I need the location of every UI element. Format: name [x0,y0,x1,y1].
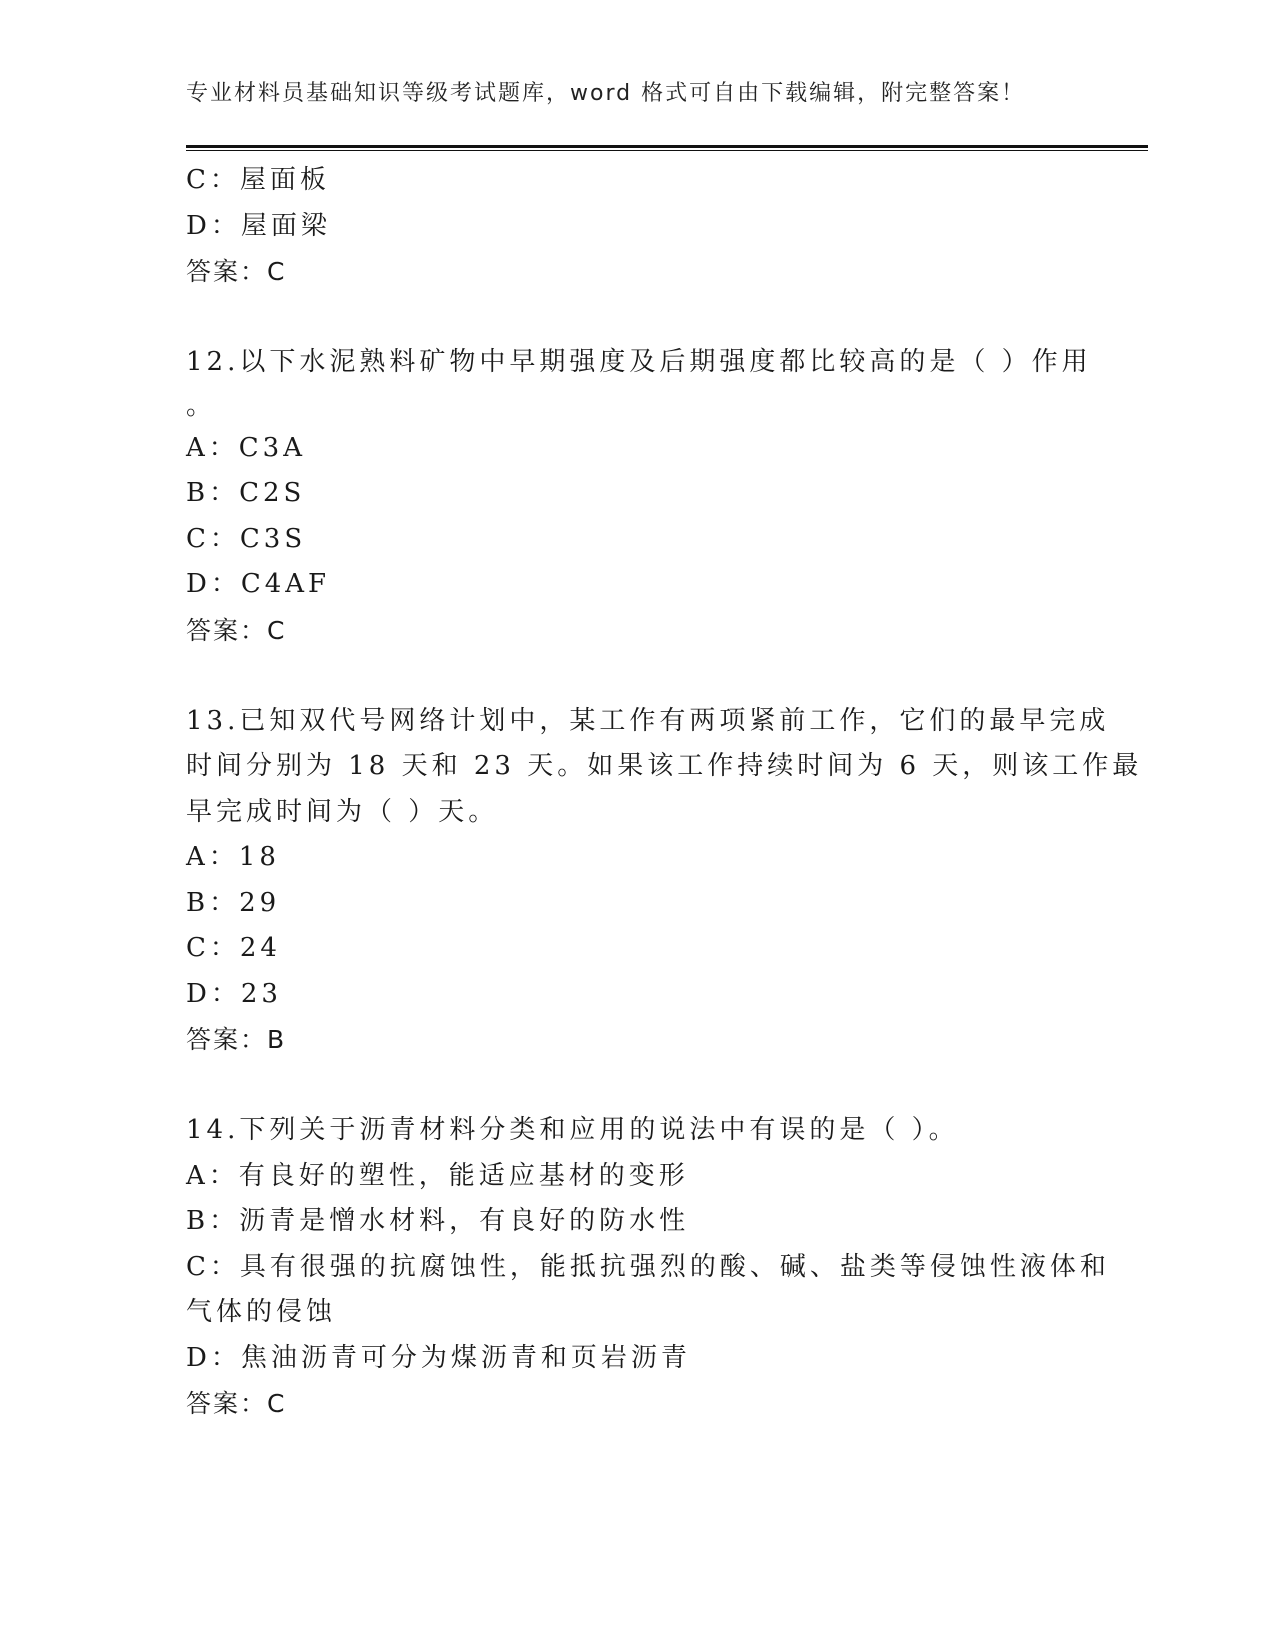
q11-option-c: C：屋面板 [186,165,330,195]
q12-option-d: D：C4AF [186,569,331,599]
q13-stem-line-1: 13.已知双代号网络计划中，某工作有两项紧前工作，它们的最早完成 [186,705,1110,736]
q13-option-b: B：29 [186,887,281,918]
q14-stem-line-1: 14.下列关于沥青材料分类和应用的说法中有误的是（ ）。 [186,1115,959,1145]
q12-stem-line-1: 12.以下水泥熟料矿物中早期强度及后期强度都比较高的是（ ）作用 [186,347,1092,377]
spacer [186,653,1086,699]
q14-option-b: B：沥青是憎水材料，有良好的防水性 [186,1206,690,1236]
page-header-title: 专业材料员基础知识等级考试题库，word 格式可自由下载编辑，附完整答案！ [186,81,1026,106]
header-divider [186,145,1148,151]
q13-stem-line-3: 早完成时间为（ ）天。 [186,796,499,827]
q14-option-d: D：焦油沥青可分为煤沥青和页岩沥青 [186,1342,691,1373]
question-content [186,158,1143,1427]
spacer [186,295,1086,341]
q14-option-c-line-1: C：具有很强的抗腐蚀性，能抵抗强烈的酸、碱、盐类等侵蚀性液体和 [186,1251,1110,1282]
spacer [186,1063,1086,1109]
q13-option-d: D：23 [186,978,282,1009]
q12-answer: 答案：C [186,615,287,645]
q14-option-a: A：有良好的塑性，能适应基材的变形 [186,1160,689,1191]
q12-option-b: B：C2S [186,478,306,508]
q12-stem-line-2: 。 [186,390,217,421]
q12-option-c: C：C3S [186,523,307,554]
q14-option-c-line-2: 气体的侵蚀 [186,1297,337,1327]
q12-option-a: A：C3A [186,432,306,463]
q11-answer: 答案：C [186,257,287,286]
q13-option-a: A：18 [186,842,280,872]
q13-stem-line-2: 时间分别为 18 天和 23 天。如果该工作持续时间为 6 天，则该工作最 [186,751,1143,781]
q13-option-c: C：24 [186,933,281,963]
q14-answer: 答案：C [186,1389,287,1418]
q13-answer: 答案：B [186,1025,287,1054]
q11-option-d: D：屋面梁 [186,210,331,241]
